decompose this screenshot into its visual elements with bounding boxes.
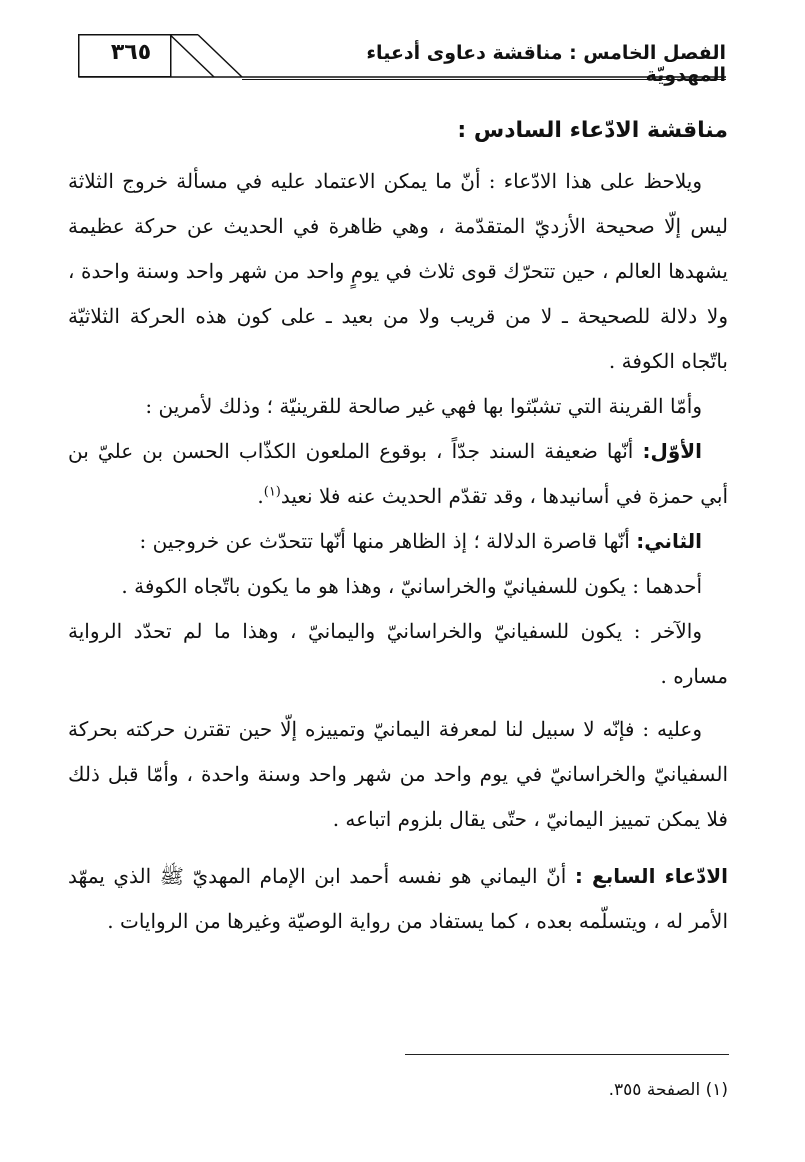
claim-seven-text: أنّ اليماني هو نفسه أحمد ابن الإمام المهديّ ﷺ الذي يمهّد الأمر له ، ويتسلّمه بعده ، كما يستفاد من رواية الوصيّة وغيرها من الروايات .	[68, 864, 728, 933]
main-text	[68, 108, 728, 944]
chapter-title: الفصل الخامس : مناقشة دعاوى أدعياء المهدويّة	[366, 42, 726, 86]
paragraph-6: والآخر : يكون للسفيانيّ والخراسانيّ واليمانيّ ، وهذا ما لم تحدّد الرواية مساره .	[68, 619, 728, 688]
footnote: (١) الصفحة ٣٥٥.	[608, 1080, 728, 1100]
claim-seven-label: الادّعاء السابع :	[574, 864, 728, 888]
section-heading: مناقشة الادّعاء السادس :	[457, 118, 728, 143]
footnote-ref: (١)	[263, 484, 281, 500]
paragraph-4	[68, 519, 728, 564]
point-first-label: الأوّل:	[642, 439, 702, 463]
paragraph-1: ويلاحظ على هذا الادّعاء : أنّ ما يمكن الاعتماد عليه في مسألة خروج الثلاثة ليس إلّا صحيحة الأزديّ المتقدّمة ، وهي ظاهرة في الحديث عن حركة عظيمة يشهدها العالم ، حين تتحرّك قوى ثلاث في يومٍ واحد من شهر واحد وسنة واحدة ، ولا دلالة للصحيحة ـ لا من قريب ولا من بعيد ـ على كون هذه الحركة الثلاثيّة باتّجاه الكوفة .	[68, 169, 728, 373]
point-second-text: أنّها قاصرة الدلالة ؛ إذ الظاهر منها أنّها تتحدّث عن خروجين :	[139, 529, 637, 553]
point-first-end: .	[257, 484, 264, 508]
point-second-label: الثاني:	[636, 529, 702, 553]
footnote-divider	[405, 1054, 729, 1055]
paragraph-3	[68, 429, 728, 519]
point-first-text: أنّها ضعيفة السند جدّاً ، بوقوع الملعون الكذّاب الحسن بن عليّ بن أبي حمزة في أسانيدها ، وقد تقدّم الحديث عنه فلا نعيد	[68, 439, 728, 508]
page-header	[78, 34, 726, 86]
paragraph-7: وعليه : فإنّه لا سبيل لنا لمعرفة اليمانيّ وتمييزه إلّا حين تقترن حركته بحركة السفيانيّ والخراسانيّ في يوم واحد من شهر واحد وسنة واحدة ، وأمّا قبل ذلك فلا يمكن تمييز اليمانيّ ، حتّى يقال بلزوم اتباعه .	[68, 717, 728, 831]
paragraph-5: أحدهما : يكون للسفيانيّ والخراسانيّ ، وهذا هو ما يكون باتّجاه الكوفة .	[121, 574, 702, 598]
paragraph-2: وأمّا القرينة التي تشبّثوا بها فهي غير صالحة للقرينيّة ؛ وذلك لأمرين :	[145, 394, 702, 418]
paragraph-8	[68, 854, 728, 944]
page-number: ٣٦٥	[110, 40, 152, 65]
